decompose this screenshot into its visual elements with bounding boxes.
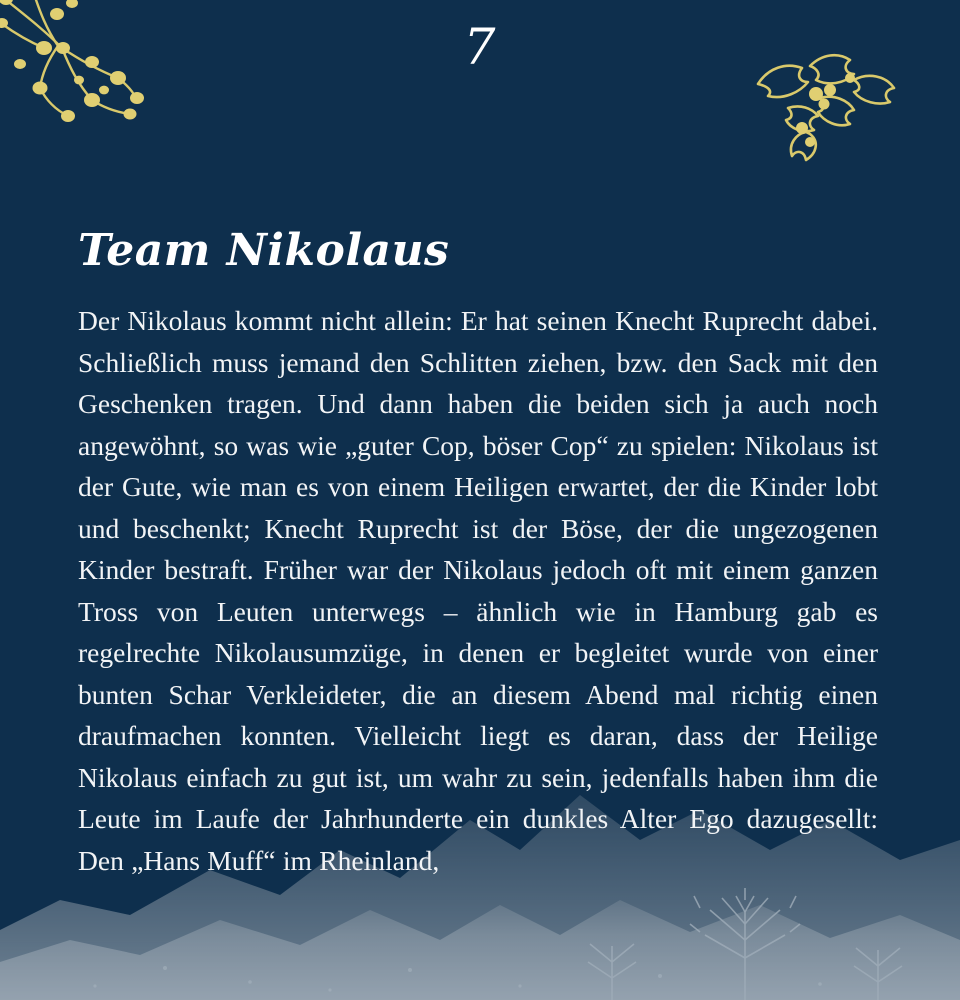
page-title: Team Nikolaus	[78, 225, 450, 277]
body-paragraph: Der Nikolaus kommt nicht allein: Er hat seinen Knecht Ruprecht dabei. Schließlich muss jemand den Schlitten ziehen, bzw. den Sack mit den Geschenken tragen. Und dann haben die beiden sich ja auch noch angewöhnt, so was wie „guter Cop, böser Cop“ zu spielen: Nikolaus ist der Gute, wie man es von einem Heiligen erwartet, der die Kinder lobt und beschenkt; Knecht Ruprecht ist der Böse, der die ungezogenen Kinder bestraft. Früher war der Nikolaus jedoch oft mit einem ganzen Tross von Leuten unterwegs – ähnlich wie in Hamburg gab es regelrechte Nikolausumzüge, in denen er begleitet wurde von einer bunten Schar Verkleideter, die an diesem Abend mal richtig einen draufmachen konnten. Vielleicht liegt es daran, dass der Heilige Nikolaus einfach zu gut ist, um wahr zu sein, jedenfalls haben ihm die Leute im Laufe der Jahrhunderte ein dunkles Alter Ego dazugesellt: Den „Hans Muff“ im Rheinland,	[78, 305, 878, 876]
page-number: 7	[463, 18, 497, 76]
body-text	[78, 300, 878, 881]
